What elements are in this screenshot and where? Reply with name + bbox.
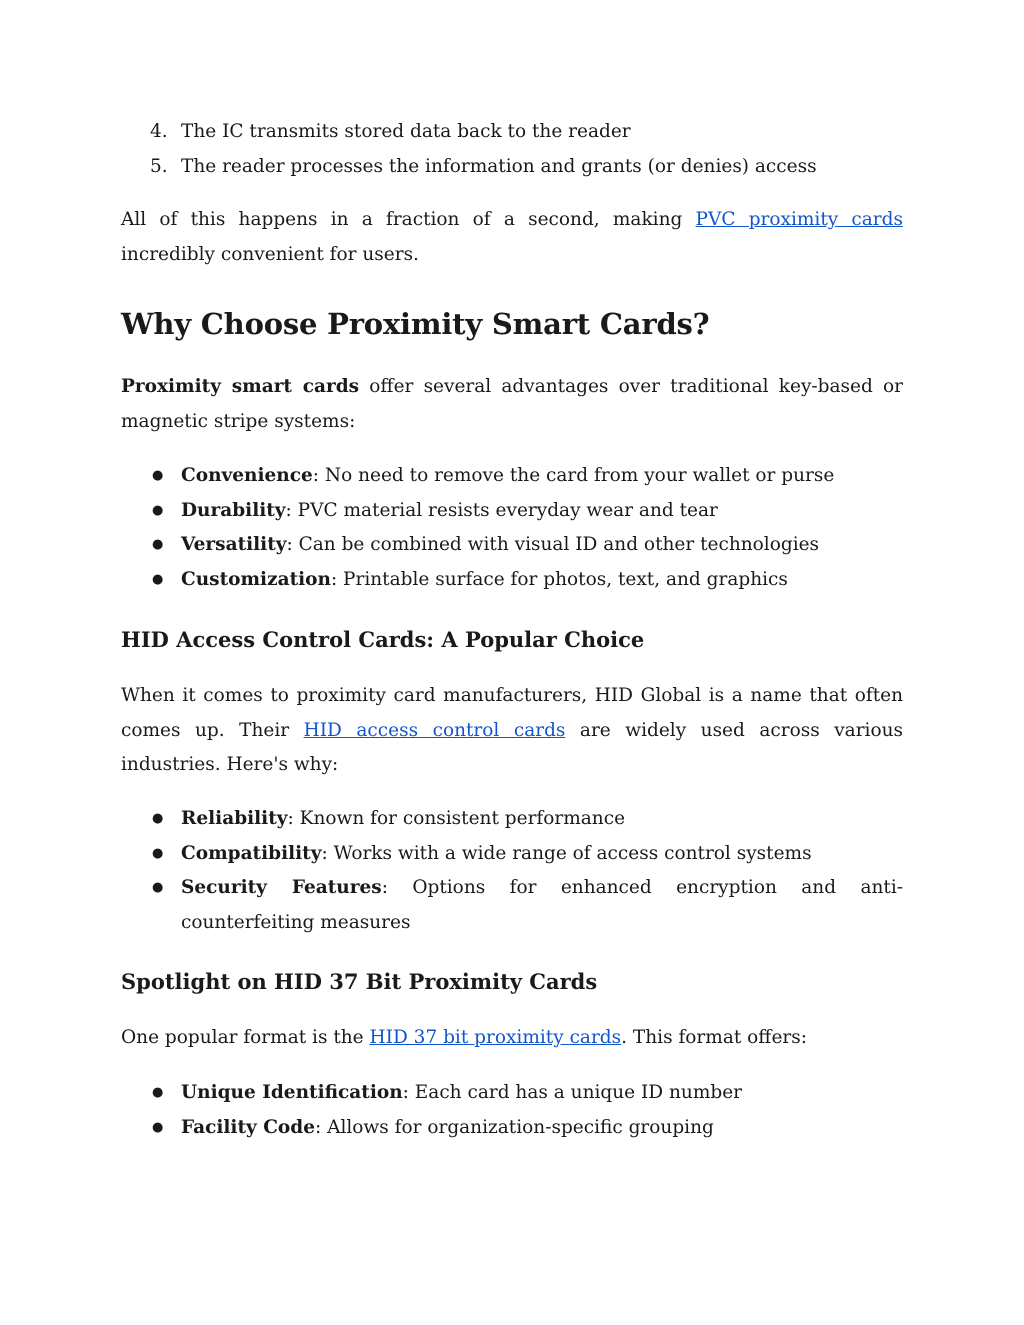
paragraph-intro: All of this happens in a fraction of a second, making PVC proximity cards incredibly convenient for users. (121, 209, 903, 265)
list-item: ● Customization: Printable surface for photos, text, and graphics (121, 563, 903, 598)
format-features-list (121, 1076, 903, 1145)
list-item: 5. The reader processes the information and grants (or denies) access (150, 155, 817, 177)
list-item: ● Versatility: Can be combined with visual ID and other technologies (121, 528, 903, 563)
advantages-list (121, 459, 903, 597)
hid-reasons-list (121, 802, 903, 940)
list-item: ● Facility Code: Allows for organization-specific grouping (121, 1111, 903, 1146)
paragraph-advantages: Proximity smart cards offer several advantages over traditional key-based or magnetic stripe systems: (121, 376, 903, 432)
heading-spotlight-37-bit: Spotlight on HID 37 Bit Proximity Cards (121, 969, 598, 994)
bullet-icon: ● (152, 537, 164, 552)
bullet-icon: ● (152, 468, 164, 483)
bullet-icon: ● (152, 811, 164, 826)
steps-list (121, 115, 903, 184)
list-item: ● Security Features: Options for enhanced encryption and anti-counterfeiting measures (121, 871, 903, 940)
bullet-icon: ● (152, 1085, 164, 1100)
paragraph-37-bit: One popular format is the HID 37 bit proximity cards. This format offers: (121, 1027, 807, 1048)
heading-hid-access: HID Access Control Cards: A Popular Choice (121, 627, 645, 652)
list-item: ● Convenience: No need to remove the card from your wallet or purse (121, 459, 903, 494)
list-item: ● Durability: PVC material resists everyday wear and tear (121, 494, 903, 529)
bullet-icon: ● (152, 571, 164, 587)
list-item: 4. The IC transmits stored data back to the reader (150, 121, 631, 142)
bullet-icon: ● (152, 1119, 164, 1135)
bullet-icon: ● (152, 880, 164, 895)
hid-37-bit-proximity-cards-link[interactable]: HID 37 bit proximity cards (369, 1027, 622, 1048)
list-item: ● Compatibility: Works with a wide range of access control systems (121, 837, 903, 872)
pvc-proximity-cards-link[interactable]: PVC proximity cards (695, 209, 903, 230)
list-item: ● Reliability: Known for consistent performance (121, 802, 903, 837)
heading-why-choose: Why Choose Proximity Smart Cards? (121, 307, 710, 341)
list-item: ● Unique Identification: Each card has a unique ID number (121, 1076, 903, 1111)
bullet-icon: ● (152, 502, 164, 518)
hid-access-control-cards-link[interactable]: HID access control cards (303, 719, 566, 741)
paragraph-hid: When it comes to proximity card manufacturers, HID Global is a name that often comes up. Their HID access control cards are widely used across various industries. Here's why: (121, 685, 904, 775)
bullet-icon: ● (152, 845, 164, 861)
